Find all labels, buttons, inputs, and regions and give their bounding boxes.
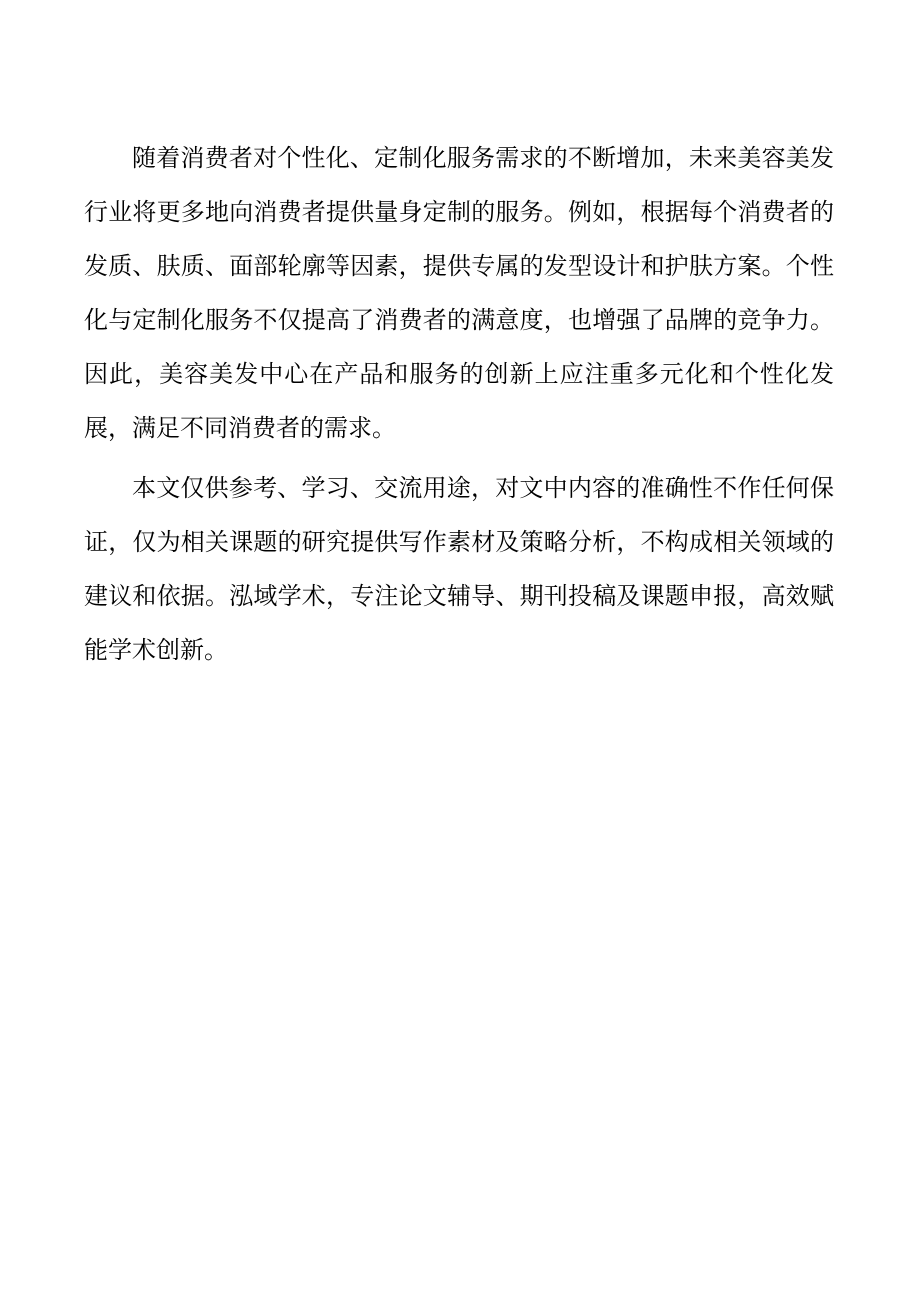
document-body (84, 131, 834, 677)
paragraph-customized-services: 随着消费者对个性化、定制化服务需求的不断增加，未来美容美发行业将更多地向消费者提供量身定制的服务。例如，根据每个消费者的发质、肤质、面部轮廓等因素，提供专属的发型设计和护肤方案。个性化与定制化服务不仅提高了消费者的满意度，也增强了品牌的竞争力。因此，美容美发中心在产品和服务的创新上应注重多元化和个性化发展，满足不同消费者的需求。 (84, 144, 834, 442)
paragraph-disclaimer: 本文仅供参考、学习、交流用途，对文中内容的准确性不作任何保证，仅为相关课题的研究提供写作素材及策略分析，不构成相关领域的建议和依据。泓域学术，专注论文辅导、期刊投稿及课题申报，高效赋能学术创新。 (84, 474, 834, 664)
